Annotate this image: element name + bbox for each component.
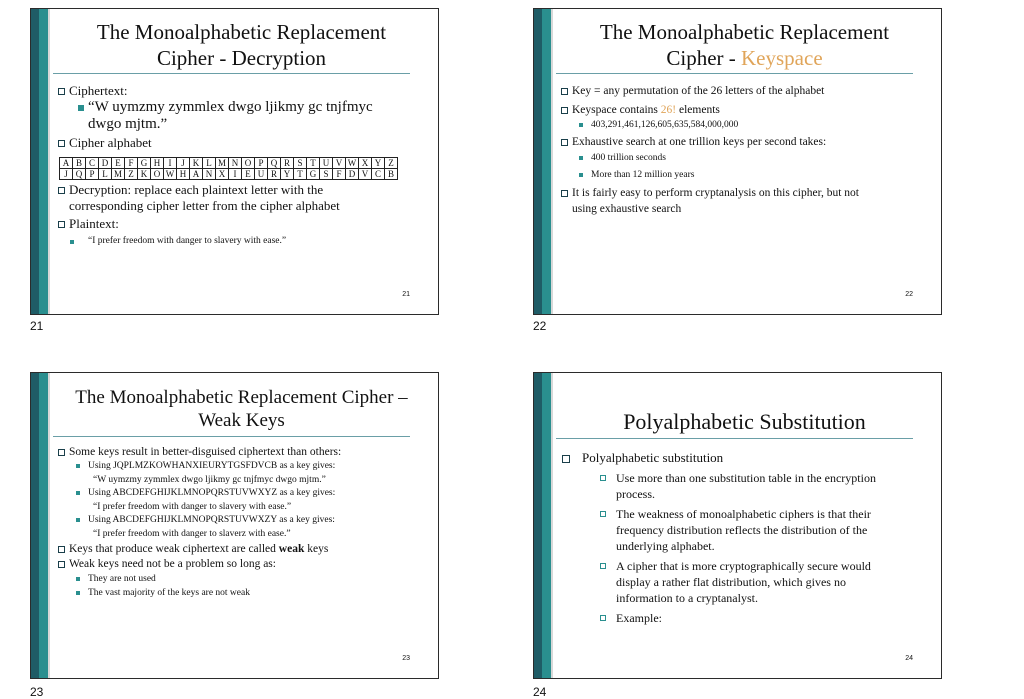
page-number: 22 — [905, 291, 913, 298]
cipher-letter-cell: D — [346, 169, 359, 180]
page-number: 24 — [905, 655, 913, 662]
bullet-icon — [76, 591, 80, 595]
plain-letter-cell: T — [307, 158, 320, 169]
bullet-easy: It is fairly easy to perform cryptanalysis on this cipher, but not using exhaustive search — [558, 185, 931, 217]
bullet-some-keys: Some keys result in better-disguised ciphertext than others: — [55, 445, 428, 460]
slide-body — [55, 83, 428, 248]
square-bullet-icon — [58, 187, 65, 194]
key-example-1: Using JQPLMZKOWHANXIEURYTGSFDVCB as a key gives: — [55, 460, 428, 473]
years-value: More than 12 million years — [558, 167, 931, 184]
plain-letter-cell: H — [151, 158, 164, 169]
bullet-decryption: Decryption: replace each plaintext letter with the corresponding cipher letter from the cipher alphabet — [55, 182, 428, 214]
plain-letter-cell: W — [346, 158, 359, 169]
slide-accent-bar — [31, 9, 39, 314]
sub-bullet-tables: Use more than one substitution table in the encryption process. — [558, 470, 931, 502]
seconds-value: 400 trillion seconds — [558, 150, 931, 167]
cipher-letter-cell: E — [242, 169, 255, 180]
cipher-letter-cell: Y — [281, 169, 294, 180]
bullet-keyspace: Keyspace contains 26! elements — [558, 102, 931, 118]
slide-22[interactable] — [533, 8, 942, 315]
title-divider — [53, 73, 410, 74]
cipher-letter-cell: Z — [125, 169, 138, 180]
bullet-icon — [78, 105, 84, 111]
cipher-letter-cell: K — [138, 169, 151, 180]
slide-accent-bar — [534, 9, 542, 314]
cipher-letter-cell: B — [385, 169, 398, 180]
plain-letter-cell: O — [242, 158, 255, 169]
slide-body — [558, 83, 931, 217]
cipher-letter-cell: L — [99, 169, 112, 180]
bullet-need-not: Weak keys need not be a problem so long as: — [55, 557, 428, 572]
plain-letter-cell: S — [294, 158, 307, 169]
key-example-3-result: “I prefer freedom with danger to slaverz with ease.” — [93, 529, 291, 539]
bullet-key: Key = any permutation of the 26 letters of the alphabet — [558, 83, 931, 99]
square-bullet-icon — [561, 88, 568, 95]
bullet-plaintext: Plaintext: — [55, 216, 428, 232]
cipher-letter-cell: V — [359, 169, 372, 180]
slide-accent-bar — [48, 9, 50, 314]
slide-body — [558, 450, 931, 626]
square-bullet-icon — [58, 546, 65, 553]
cipher-letter-cell: R — [268, 169, 281, 180]
key-example-2-result: “I prefer freedom with danger to slavery with ease.” — [93, 502, 292, 512]
plain-letter-cell: Y — [372, 158, 385, 169]
plain-letter-cell: Z — [385, 158, 398, 169]
square-bullet-icon — [600, 475, 606, 481]
square-bullet-icon — [562, 455, 570, 463]
slide-title: Polyalphabetic Substitution — [623, 409, 866, 434]
plain-letter-cell: X — [359, 158, 372, 169]
plain-letter-cell: P — [255, 158, 268, 169]
square-bullet-icon — [600, 615, 606, 621]
plain-letter-cell: D — [99, 158, 112, 169]
plain-letter-cell: M — [216, 158, 229, 169]
cipher-letter-cell: N — [203, 169, 216, 180]
plain-letter-cell: V — [333, 158, 346, 169]
page-number: 21 — [402, 291, 410, 298]
bullet-ciphertext: Ciphertext: — [55, 83, 428, 99]
cipher-letter-cell: M — [112, 169, 125, 180]
cipher-letter-cell: H — [177, 169, 190, 180]
slide-24[interactable] — [533, 372, 942, 679]
cipher-letter-cell: O — [151, 169, 164, 180]
ciphertext-value: “W uymzmy zymmlex dwgo ljikmy gc tnjfmyc dwgo mjtm.” — [55, 99, 428, 133]
slide-21[interactable] — [30, 8, 439, 315]
bullet-icon — [579, 156, 583, 160]
square-bullet-icon — [561, 107, 568, 114]
plain-letter-cell: R — [281, 158, 294, 169]
slide-accent-bar — [48, 373, 50, 678]
cipher-letter-cell: W — [164, 169, 177, 180]
key-example-2: Using ABCDEFGHIJKLMNOPQRSTUVWXYZ as a key gives: — [55, 487, 428, 500]
slide-accent-bar — [542, 9, 551, 314]
plain-letter-cell: G — [138, 158, 151, 169]
square-bullet-icon — [600, 511, 606, 517]
bullet-icon — [579, 173, 583, 177]
sub-bullet-example: Example: — [558, 610, 931, 626]
key-example-1-result: “W uymzmy zymmlex dwgo ljikmy gc tnjfmyc dwgo mjtm.” — [93, 475, 326, 485]
slide-accent-bar — [31, 373, 39, 678]
plain-letter-cell: E — [112, 158, 125, 169]
cipher-letter-cell: A — [190, 169, 203, 180]
plain-letter-cell: Q — [268, 158, 281, 169]
bullet-polyalphabetic: Polyalphabetic substitution — [558, 450, 931, 466]
keyspace-value: 403,291,461,126,605,635,584,000,000 — [558, 118, 931, 132]
cipher-letter-cell: X — [216, 169, 229, 180]
cipher-letter-cell: Q — [73, 169, 86, 180]
slide-accent-bar — [551, 9, 553, 314]
plain-letter-cell: L — [203, 158, 216, 169]
cipher-alphabet-table — [59, 157, 398, 180]
cipher-letter-cell: T — [294, 169, 307, 180]
sub-bullet-weakness: The weakness of monoalphabetic ciphers is that their frequency distribution reflects the distribution of the underlying alphabet. — [558, 506, 931, 554]
slide-caption: 21 — [30, 319, 44, 333]
not-used-item: They are not used — [55, 572, 428, 586]
bullet-icon — [76, 518, 80, 522]
slide-title: The Monoalphabetic Replacement Cipher - Keyspace — [599, 20, 890, 70]
square-bullet-icon — [58, 221, 65, 228]
title-divider — [556, 73, 913, 74]
cipher-letter-cell: C — [372, 169, 385, 180]
square-bullet-icon — [561, 190, 568, 197]
cipher-letter-cell: P — [86, 169, 99, 180]
bullet-exhaustive: Exhaustive search at one trillion keys per second takes: — [558, 134, 931, 150]
bullet-weak-keys: Keys that produce weak ciphertext are called weak keys — [55, 541, 428, 557]
slide-caption: 24 — [533, 685, 547, 699]
slide-body — [55, 445, 428, 600]
cipher-letter-cell: U — [255, 169, 268, 180]
plain-letter-cell: N — [229, 158, 242, 169]
bullet-icon — [76, 577, 80, 581]
plain-letter-cell: A — [60, 158, 73, 169]
plain-letter-cell: B — [73, 158, 86, 169]
bullet-icon — [70, 240, 74, 244]
slide-accent-bar — [542, 373, 551, 678]
sub-bullet-secure: A cipher that is more cryptographically secure would display a rather flat distribution, which gives no information to a cryptanalyst. — [558, 558, 931, 606]
bullet-cipher-alphabet: Cipher alphabet — [55, 135, 428, 151]
slide-title: The Monoalphabetic Replacement Cipher - Decryption — [96, 20, 387, 70]
title-divider — [53, 436, 410, 437]
slide-caption: 23 — [30, 685, 44, 699]
square-bullet-icon — [561, 139, 568, 146]
plain-letter-cell: U — [320, 158, 333, 169]
square-bullet-icon — [58, 449, 65, 456]
bullet-icon — [76, 491, 80, 495]
slide-accent-bar — [534, 373, 542, 678]
slide-title: The Monoalphabetic Replacement Cipher – Weak Keys — [75, 387, 408, 431]
title-divider — [556, 438, 913, 439]
slide-23[interactable] — [30, 372, 439, 679]
plain-letter-cell: J — [177, 158, 190, 169]
bullet-icon — [579, 123, 583, 127]
cipher-letter-cell: J — [60, 169, 73, 180]
slide-accent-bar — [551, 373, 553, 678]
plain-letter-cell: C — [86, 158, 99, 169]
plain-letter-cell: I — [164, 158, 177, 169]
slide-accent-bar — [39, 373, 48, 678]
plain-alphabet-row — [60, 158, 398, 169]
key-example-3: Using ABCDEFGHIJKLMNOPQRSTUVWXZY as a key gives: — [55, 514, 428, 527]
vast-majority-item: The vast majority of the keys are not weak — [55, 586, 428, 600]
square-bullet-icon — [58, 140, 65, 147]
plain-letter-cell: K — [190, 158, 203, 169]
cipher-alphabet-row — [60, 169, 398, 180]
bullet-icon — [76, 464, 80, 468]
plaintext-value: “I prefer freedom with danger to slavery with ease.” — [55, 235, 428, 248]
square-bullet-icon — [600, 563, 606, 569]
square-bullet-icon — [58, 561, 65, 568]
slide-caption: 22 — [533, 319, 547, 333]
cipher-letter-cell: S — [320, 169, 333, 180]
cipher-letter-cell: I — [229, 169, 242, 180]
square-bullet-icon — [58, 88, 65, 95]
plain-letter-cell: F — [125, 158, 138, 169]
slide-accent-bar — [39, 9, 48, 314]
cipher-letter-cell: G — [307, 169, 320, 180]
cipher-letter-cell: F — [333, 169, 346, 180]
page-number: 23 — [402, 655, 410, 662]
